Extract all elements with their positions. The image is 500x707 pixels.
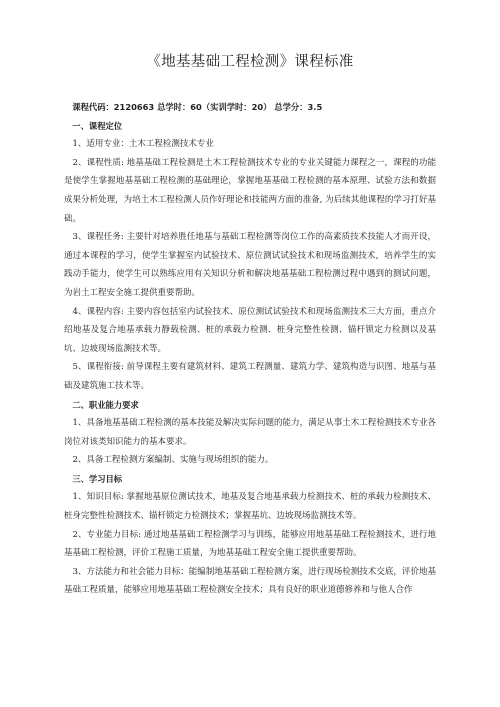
course-info: 课程代码：2120663 总学时：60（实训学时：20） 总学分：3.5	[72, 102, 323, 112]
section-1-heading: 一、课程定位	[72, 120, 123, 131]
section-1-paragraph-4: 4、课程内容: 主要内容包括室内试验技术、原位测试试验技术和现场监测技术三大方面，重点介绍地基及复合地基承载力静载检测、桩的承载力检测、桩身完整性检测、锚杆锁定力检测以及基坑、边坡现场监测技术等。	[64, 306, 436, 354]
section-2-heading: 二、职业能力要求	[72, 399, 139, 410]
section-3-paragraph-2: 2、专业能力目标: 通过地基基础工程检测学习与训练，能够应用地基基础工程检测技术，进行地基基础工程检测，评价工程施工质量，为地基基础工程安全施工提供重要帮助。	[64, 529, 436, 559]
section-1-paragraph-1: 1、适用专业：土木工程检测技术专业	[72, 139, 214, 150]
section-3-paragraph-1: 1、知识目标: 掌握地基原位测试技术，地基及复合地基承载力检测技术、桩的承载力检测技术、桩身完整性检测技术、锚杆锁定力检测技术；掌握基坑、边坡现场监测技术等。	[64, 492, 436, 522]
section-1-paragraph-5: 5、课程衔接: 前导课程主要有建筑材料、建筑工程测量、建筑力学、建筑构造与识图、地基与基础及建筑施工技术等。	[64, 362, 436, 391]
section-3-heading: 三、学习目标	[72, 473, 123, 484]
section-1-paragraph-2: 2、课程性质: 地基基础工程检测是土木工程检测技术专业的专业关键能力课程之一，课程的功能是使学生掌握地基基础工程检测的基础理论，掌握地基基础工程检测的基本原理、试验方法和数据成果分析处理，为培土木工程检测人员作好理论和技能两方面的准备, 为后续其他课程的学习打好基础。	[64, 157, 436, 224]
section-2-paragraph-2: 2、具备工程检测方案编制、实施与现场组织的能力。	[72, 455, 274, 466]
document-body	[64, 98, 436, 600]
section-3-paragraph-3: 3、方法能力和社会能力目标：能编制地基基础工程检测方案，进行现场检测技术交底，评价地基基础工程质量，能够应用地基基础工程检测安全技术；具有良好的职业道德修养和与他人合作	[64, 566, 436, 596]
section-2-paragraph-1: 1、具备地基基础工程检测的基本技能及解决实际问题的能力，满足从事土木工程检测技术专业各岗位对该类知识能力的基本要求。	[64, 418, 436, 447]
section-1-paragraph-3: 3、课程任务: 主要针对培养胜任地基与基础工程检测等岗位工作的高素质技术技能人才而开设，通过本课程的学习，使学生掌握室内试验技术、原位测试试验技术和现场监测技术，培养学生的实践动手能力，使学生可以熟练应用有关知识分析和解决地基基础工程检测过程中遇到的测试问题，为岩土工程安全施工提供重要帮助。	[64, 232, 436, 298]
document-title: 《地基基础工程检测》课程标准	[146, 54, 354, 70]
